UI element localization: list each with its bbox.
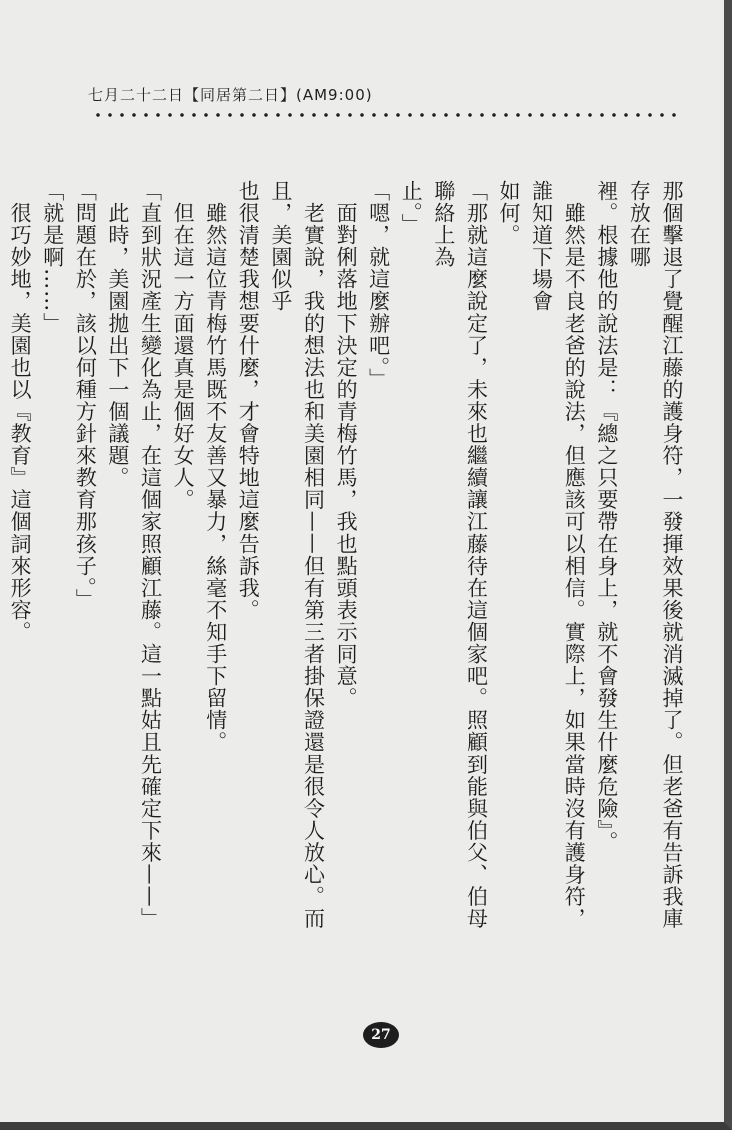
running-head: 七月二十二日【同居第二日】(AM9:00)	[88, 86, 373, 104]
text-line: 「就是啊……」	[40, 180, 65, 335]
text-line: 「嗯，就這麼辦吧。」	[366, 180, 391, 390]
page-number: 27	[363, 1022, 399, 1048]
body-text	[8, 180, 688, 940]
text-line: 「那就這麼說定了，未來也繼續讓江藤待在這個家吧。照顧到能與伯父、伯母聯絡上為	[431, 180, 489, 930]
text-line: 裡。根據他的說法是：『總之只要帶在身上，就不會發生什麼危險』。	[594, 180, 619, 854]
text-line: 「直到狀況產生變化為止，在這個家照顧江藤。這一點姑且先確定下來——」	[138, 180, 163, 930]
text-line: 止。」	[399, 180, 424, 236]
text-line: 如何。	[497, 180, 522, 247]
text-line: 那個擊退了覺醒江藤的護身符，一發揮效果後就消滅掉了。但老爸有告訴我庫存放在哪	[627, 180, 684, 930]
text-line: 也很清楚我想要什麼，才會特地這麼告訴我。	[236, 180, 261, 621]
dotted-rule	[92, 112, 680, 118]
text-line: 「問題在於，該以何種方針來教育那孩子。」	[73, 180, 98, 611]
text-line: 此時，美園拋出下一個議題。	[105, 180, 130, 489]
text-line: 老實說，我的想法也和美園相同——但有第三者掛保證還是很令人放心。而且，美園似乎	[268, 180, 326, 930]
text-line: 面對俐落地下決定的青梅竹馬，我也點頭表示同意。	[334, 180, 359, 710]
text-line: 但在這一方面還真是個好女人。	[171, 180, 196, 511]
text-line: 雖然是不良老爸的說法，但應該可以相信。實際上，如果當時沒有護身符，誰知道下場會	[529, 180, 587, 930]
text-line: 雖然這位青梅竹馬既不友善又暴力，絲毫不知手下留情。	[203, 180, 228, 754]
text-line: 很巧妙地，美園也以『教育』這個詞來形容。	[8, 180, 33, 644]
